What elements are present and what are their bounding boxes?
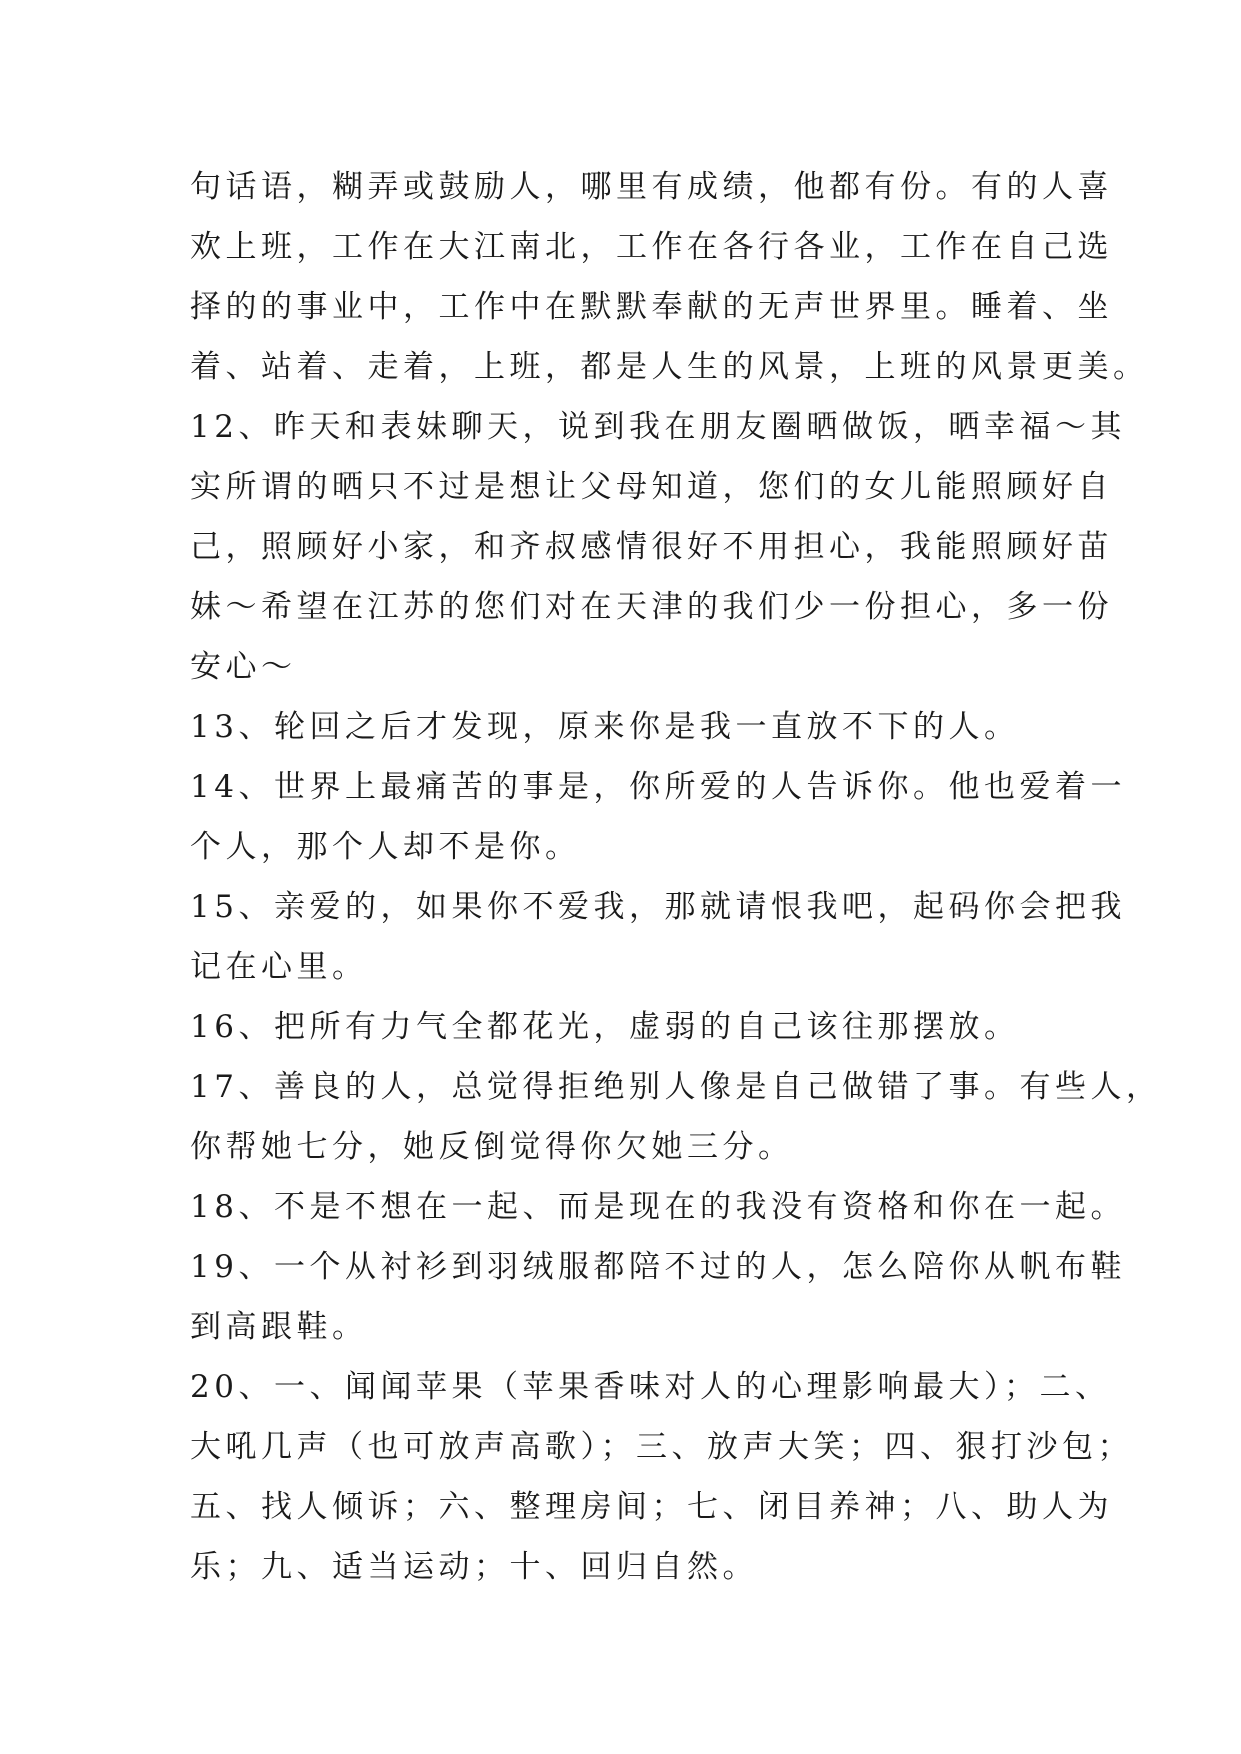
text-line: 16、把所有力气全都花光，虚弱的自己该往那摆放。 bbox=[190, 1009, 1020, 1045]
text-line: 欢上班，工作在大江南北，工作在各行各业，工作在自己选 bbox=[190, 229, 1113, 265]
text-line: 18、不是不想在一起、而是现在的我没有资格和你在一起。 bbox=[190, 1189, 1126, 1225]
text-line: 12、昨天和表妹聊天，说到我在朋友圈晒做饭，晒幸福～其 bbox=[190, 409, 1126, 445]
document-body bbox=[190, 157, 1162, 1597]
text-line: 记在心里。 bbox=[190, 949, 368, 985]
text-line: 19、一个从衬衫到羽绒服都陪不过的人，怎么陪你从帆布鞋 bbox=[190, 1249, 1126, 1285]
text-line: 13、轮回之后才发现，原来你是我一直放不下的人。 bbox=[190, 709, 1020, 745]
text-line: 实所谓的晒只不过是想让父母知道，您们的女儿能照顾好自 bbox=[190, 469, 1113, 505]
text-line: 到高跟鞋。 bbox=[190, 1309, 368, 1345]
text-line: 乐；九、适当运动；十、回归自然。 bbox=[190, 1549, 758, 1585]
text-line: 五、找人倾诉；六、整理房间；七、闭目养神；八、助人为 bbox=[190, 1489, 1113, 1525]
text-line: 安心～ bbox=[190, 649, 297, 685]
text-line: 己，照顾好小家，和齐叔感情很好不用担心，我能照顾好苗 bbox=[190, 529, 1113, 565]
text-line: 句话语，糊弄或鼓励人，哪里有成绩，他都有份。有的人喜 bbox=[190, 169, 1113, 205]
text-line: 择的的事业中，工作中在默默奉献的无声世界里。睡着、坐 bbox=[190, 289, 1113, 325]
text-line: 17、善良的人，总觉得拒绝别人像是自己做错了事。有些人， bbox=[190, 1069, 1162, 1105]
text-line: 14、世界上最痛苦的事是，你所爱的人告诉你。他也爱着一 bbox=[190, 769, 1126, 805]
text-line: 大吼几声（也可放声高歌）；三、放声大笑；四、狠打沙包； bbox=[190, 1429, 1133, 1465]
text-line: 个人，那个人却不是你。 bbox=[190, 829, 581, 865]
text-line: 20、一、闻闻苹果（苹果香味对人的心理影响最大）；二、 bbox=[190, 1369, 1111, 1405]
text-line: 15、亲爱的，如果你不爱我，那就请恨我吧，起码你会把我 bbox=[190, 889, 1126, 925]
text-line: 妹～希望在江苏的您们对在天津的我们少一份担心，多一份 bbox=[190, 589, 1113, 625]
text-line: 着、站着、走着，上班，都是人生的风景，上班的风景更美。 bbox=[190, 349, 1149, 385]
text-line: 你帮她七分，她反倒觉得你欠她三分。 bbox=[190, 1129, 794, 1165]
